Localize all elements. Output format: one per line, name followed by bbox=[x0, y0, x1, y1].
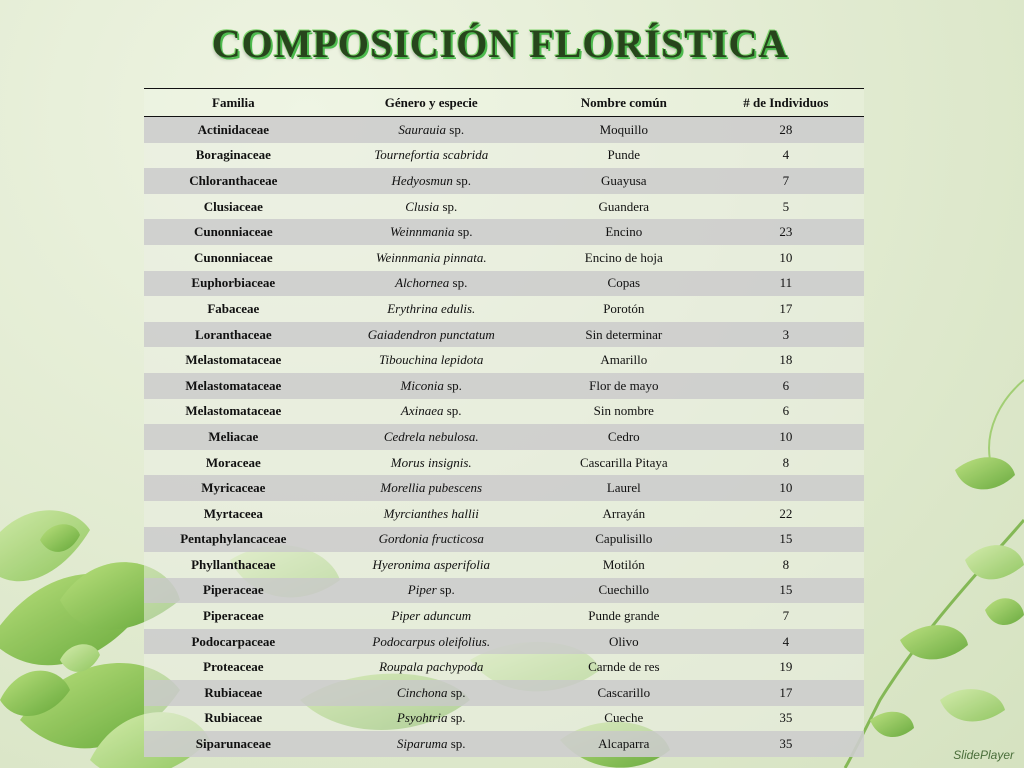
table-row bbox=[144, 629, 864, 655]
genus-name: Miconia bbox=[400, 377, 444, 393]
table-row bbox=[144, 603, 864, 629]
cell-familia: Euphorbiaceae bbox=[144, 271, 323, 297]
floristic-composition-table bbox=[144, 88, 864, 757]
cell-nombre-comun: Olivo bbox=[540, 629, 708, 655]
cell-nombre-comun: Guandera bbox=[540, 194, 708, 220]
page-title: COMPOSICIÓN FLORÍSTICA bbox=[211, 21, 789, 66]
cell-nombre-comun: Sin determinar bbox=[540, 322, 708, 348]
genus-name: Cinchona bbox=[396, 684, 448, 700]
cell-nombre-comun: Flor de mayo bbox=[540, 373, 708, 399]
right-vine bbox=[845, 380, 1024, 768]
table-row bbox=[144, 501, 864, 527]
cell-genero-especie bbox=[323, 603, 540, 629]
cell-genero-especie bbox=[323, 271, 540, 297]
cell-individuos: 7 bbox=[708, 603, 864, 629]
cell-genero-especie bbox=[323, 219, 540, 245]
cell-nombre-comun: Cedro bbox=[540, 424, 708, 450]
cell-genero-especie bbox=[323, 245, 540, 271]
cell-individuos: 8 bbox=[708, 552, 864, 578]
genus-name: Piper bbox=[407, 582, 437, 598]
cell-nombre-comun: Cuechillo bbox=[540, 578, 708, 604]
cell-individuos: 18 bbox=[708, 347, 864, 373]
cell-familia: Pentaphylancaceae bbox=[144, 527, 323, 553]
table-row bbox=[144, 117, 864, 143]
cell-individuos: 10 bbox=[708, 424, 864, 450]
cell-genero-especie bbox=[323, 450, 540, 476]
table-row bbox=[144, 296, 864, 322]
cell-genero-especie bbox=[323, 654, 540, 680]
cell-familia: Melastomataceae bbox=[144, 399, 323, 425]
cell-individuos: 15 bbox=[708, 527, 864, 553]
genus-name: Myrcianthes hallii bbox=[383, 505, 479, 521]
species-abbrev: sp. bbox=[456, 172, 471, 188]
header-familia: Familia bbox=[144, 89, 323, 117]
species-abbrev: sp. bbox=[442, 198, 458, 214]
cell-individuos: 19 bbox=[708, 654, 864, 680]
cell-familia: Piperaceae bbox=[144, 578, 323, 604]
table-row bbox=[144, 399, 864, 425]
cell-nombre-comun: Copas bbox=[540, 271, 708, 297]
cell-genero-especie bbox=[323, 706, 540, 732]
genus-name: Tibouchina lepidota bbox=[379, 352, 484, 368]
table-row bbox=[144, 347, 864, 373]
cell-familia: Cunonniaceae bbox=[144, 219, 323, 245]
cell-individuos: 15 bbox=[708, 578, 864, 604]
cell-familia: Chloranthaceae bbox=[144, 168, 323, 194]
genus-name: Alchornea bbox=[395, 275, 450, 291]
table-row bbox=[144, 475, 864, 501]
genus-name: Cedrela nebulosa. bbox=[383, 428, 479, 444]
cell-individuos: 3 bbox=[708, 322, 864, 348]
cell-nombre-comun: Cascarillo bbox=[540, 680, 708, 706]
cell-individuos: 7 bbox=[708, 168, 864, 194]
cell-familia: Melastomataceae bbox=[144, 373, 323, 399]
table-row bbox=[144, 731, 864, 757]
header-nombre-comun: Nombre común bbox=[540, 89, 708, 117]
table-row bbox=[144, 245, 864, 271]
cell-individuos: 4 bbox=[708, 629, 864, 655]
cell-individuos: 4 bbox=[708, 143, 864, 169]
cell-nombre-comun: Moquillo bbox=[540, 117, 708, 143]
genus-name: Podocarpus oleifolius. bbox=[372, 633, 491, 649]
cell-genero-especie bbox=[323, 475, 540, 501]
table-row bbox=[144, 194, 864, 220]
species-abbrev: sp. bbox=[452, 275, 468, 291]
cell-nombre-comun: Porotón bbox=[540, 296, 708, 322]
cell-nombre-comun: Punde bbox=[540, 143, 708, 169]
table-row bbox=[144, 552, 864, 578]
cell-genero-especie bbox=[323, 552, 540, 578]
cell-individuos: 11 bbox=[708, 271, 864, 297]
cell-genero-especie bbox=[323, 501, 540, 527]
genus-name: Clusia bbox=[405, 198, 440, 214]
species-abbrev: sp. bbox=[449, 121, 465, 137]
cell-nombre-comun: Capulisillo bbox=[540, 527, 708, 553]
species-abbrev: sp. bbox=[447, 377, 462, 393]
cell-genero-especie bbox=[323, 578, 540, 604]
cell-nombre-comun: Cascarilla Pitaya bbox=[540, 450, 708, 476]
cell-genero-especie bbox=[323, 117, 540, 143]
genus-name: Erythrina edulis. bbox=[387, 300, 476, 316]
cell-nombre-comun: Punde grande bbox=[540, 603, 708, 629]
cell-familia: Proteaceae bbox=[144, 654, 323, 680]
genus-name: Saurauia bbox=[398, 121, 447, 137]
table-row bbox=[144, 143, 864, 169]
cell-familia: Boraginaceae bbox=[144, 143, 323, 169]
cell-individuos: 17 bbox=[708, 680, 864, 706]
genus-name: Gordonia fructicosa bbox=[378, 531, 484, 547]
genus-name: Psyohtria bbox=[396, 710, 448, 726]
cell-genero-especie bbox=[323, 347, 540, 373]
cell-familia: Clusiaceae bbox=[144, 194, 323, 220]
cell-familia: Myricaceae bbox=[144, 475, 323, 501]
genus-name: Hedyosmun bbox=[391, 172, 453, 188]
cell-familia: Myrtaceea bbox=[144, 501, 323, 527]
table-row bbox=[144, 424, 864, 450]
table-row bbox=[144, 271, 864, 297]
cell-individuos: 6 bbox=[708, 373, 864, 399]
header-individuos: # de Individuos bbox=[708, 89, 864, 117]
header-row bbox=[144, 89, 864, 117]
cell-nombre-comun: Encino bbox=[540, 219, 708, 245]
cell-individuos: 35 bbox=[708, 706, 864, 732]
species-abbrev: sp. bbox=[439, 582, 455, 598]
cell-genero-especie bbox=[323, 143, 540, 169]
cell-nombre-comun: Arrayán bbox=[540, 501, 708, 527]
table-row bbox=[144, 578, 864, 604]
cell-genero-especie bbox=[323, 731, 540, 757]
table-row bbox=[144, 680, 864, 706]
species-abbrev: sp. bbox=[450, 684, 466, 700]
cell-individuos: 6 bbox=[708, 399, 864, 425]
genus-name: Axinaea bbox=[400, 403, 444, 419]
cell-genero-especie bbox=[323, 194, 540, 220]
cell-familia: Siparunaceae bbox=[144, 731, 323, 757]
table-row bbox=[144, 322, 864, 348]
cell-individuos: 10 bbox=[708, 245, 864, 271]
table-body bbox=[144, 117, 864, 757]
cell-familia: Rubiaceae bbox=[144, 680, 323, 706]
cell-nombre-comun: Encino de hoja bbox=[540, 245, 708, 271]
cell-nombre-comun: Motilón bbox=[540, 552, 708, 578]
table-header bbox=[144, 89, 864, 117]
cell-genero-especie bbox=[323, 399, 540, 425]
species-abbrev: sp. bbox=[446, 403, 462, 419]
cell-genero-especie bbox=[323, 373, 540, 399]
cell-individuos: 8 bbox=[708, 450, 864, 476]
table-row bbox=[144, 654, 864, 680]
watermark-logo: SlidePlayer bbox=[953, 748, 1014, 762]
cell-genero-especie bbox=[323, 527, 540, 553]
cell-individuos: 10 bbox=[708, 475, 864, 501]
cell-familia: Fabaceae bbox=[144, 296, 323, 322]
cell-nombre-comun: Cueche bbox=[540, 706, 708, 732]
cell-individuos: 5 bbox=[708, 194, 864, 220]
cell-genero-especie bbox=[323, 680, 540, 706]
table-row bbox=[144, 706, 864, 732]
cell-nombre-comun: Alcaparra bbox=[540, 731, 708, 757]
genus-name: Roupala pachypoda bbox=[379, 659, 484, 675]
cell-individuos: 22 bbox=[708, 501, 864, 527]
cell-familia: Piperaceae bbox=[144, 603, 323, 629]
cell-individuos: 28 bbox=[708, 117, 864, 143]
cell-genero-especie bbox=[323, 424, 540, 450]
cell-familia: Podocarpaceae bbox=[144, 629, 323, 655]
cell-nombre-comun: Amarillo bbox=[540, 347, 708, 373]
genus-name: Weinnmania pinnata. bbox=[375, 249, 487, 265]
genus-name: Hyeronima asperifolia bbox=[372, 556, 491, 572]
header-genero-especie: Género y especie bbox=[323, 89, 540, 117]
table-row bbox=[144, 373, 864, 399]
species-abbrev: sp. bbox=[457, 224, 473, 240]
species-abbrev: sp. bbox=[450, 736, 466, 752]
cell-individuos: 35 bbox=[708, 731, 864, 757]
genus-name: Siparuma bbox=[396, 736, 448, 752]
cell-genero-especie bbox=[323, 322, 540, 348]
table-row bbox=[144, 450, 864, 476]
cell-familia: Loranthaceae bbox=[144, 322, 323, 348]
floristic-table-container bbox=[144, 88, 864, 757]
genus-name: Tournefortia scabrida bbox=[374, 147, 489, 163]
cell-familia: Actinidaceae bbox=[144, 117, 323, 143]
cell-familia: Phyllanthaceae bbox=[144, 552, 323, 578]
genus-name: Morellia pubescens bbox=[380, 480, 483, 496]
genus-name: Piper aduncum bbox=[391, 608, 472, 624]
genus-name: Weinnmania bbox=[389, 224, 455, 240]
genus-name: Morus insignis. bbox=[390, 454, 472, 470]
cell-nombre-comun: Guayusa bbox=[540, 168, 708, 194]
cell-familia: Rubiaceae bbox=[144, 706, 323, 732]
cell-genero-especie bbox=[323, 629, 540, 655]
table-row bbox=[144, 168, 864, 194]
cell-individuos: 23 bbox=[708, 219, 864, 245]
table-row bbox=[144, 527, 864, 553]
cell-nombre-comun: Sin nombre bbox=[540, 399, 708, 425]
cell-familia: Cunonniaceae bbox=[144, 245, 323, 271]
cell-familia: Melastomataceae bbox=[144, 347, 323, 373]
genus-name: Gaiadendron punctatum bbox=[367, 326, 495, 342]
cell-nombre-comun: Carnde de res bbox=[540, 654, 708, 680]
cell-individuos: 17 bbox=[708, 296, 864, 322]
cell-genero-especie bbox=[323, 168, 540, 194]
cell-genero-especie bbox=[323, 296, 540, 322]
table-row bbox=[144, 219, 864, 245]
cell-familia: Meliacae bbox=[144, 424, 323, 450]
cell-nombre-comun: Laurel bbox=[540, 475, 708, 501]
species-abbrev: sp. bbox=[450, 710, 466, 726]
cell-familia: Moraceae bbox=[144, 450, 323, 476]
